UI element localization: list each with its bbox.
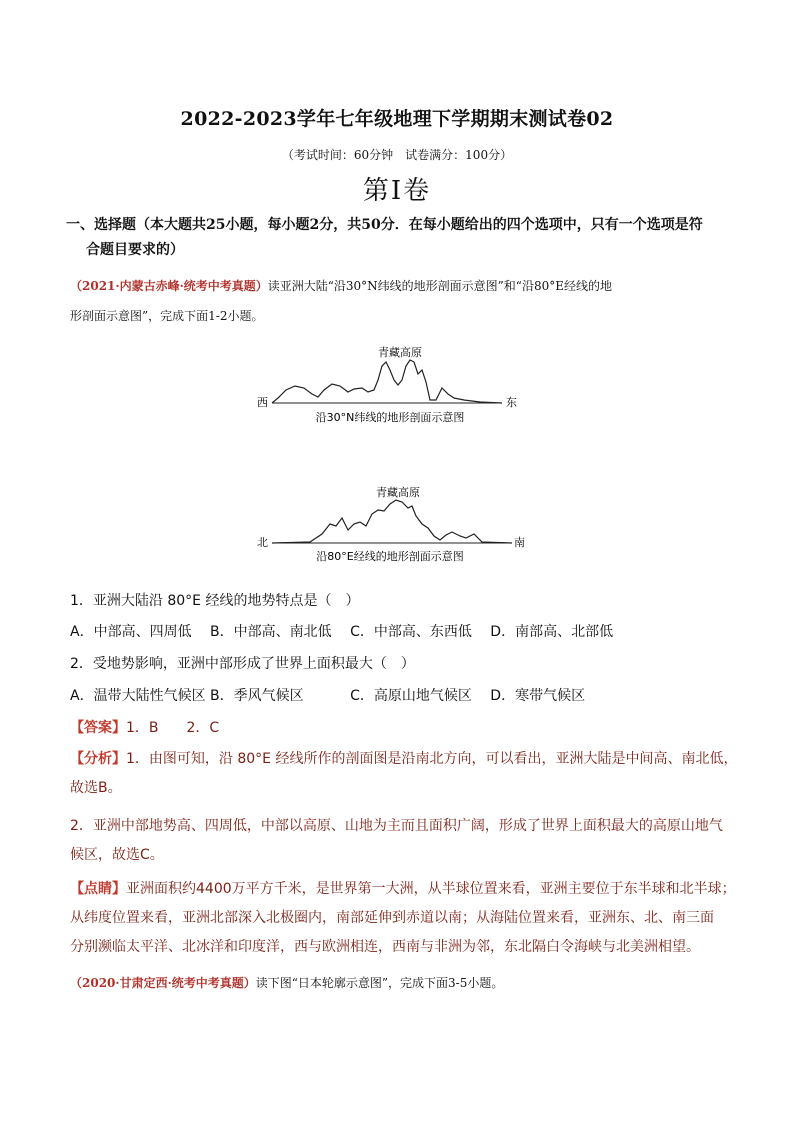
fig2-north-label: 北 (257, 536, 268, 549)
question-2-options: A．温带大陆性气候区 B．季风气候区 C．高原山地气候区 D．寒带气候区 (70, 688, 586, 704)
intro-text-2: 形剖面示意图”，完成下面1-2小题。 (70, 309, 264, 323)
tip-line-1: 亚洲面积约4400万平方千米，是世界第一大洲，从半球位置来看，亚洲主要位于东半球和北半球； (126, 881, 736, 897)
question-1-stem: 1．亚洲大陆沿 80°E 经线的地势特点是（ ） (70, 593, 360, 609)
question-source: （2021·内蒙古赤峰·统考中考真题） (70, 279, 268, 293)
question-2-stem: 2．受地势影响，亚洲中部形成了世界上面积最大（ ） (70, 656, 415, 672)
fig1-peak-label: 青藏高原 (378, 346, 422, 359)
tip-block (70, 875, 760, 962)
fig2-caption: 沿80°E经线的地形剖面示意图 (316, 550, 464, 563)
tip-line-3: 分别濒临太平洋、北冰洋和印度洋，西与欧洲相连，西南与非洲为邻，东北隔白令海峡与北美洲相望。 (70, 939, 700, 955)
section-heading (66, 213, 756, 263)
fig1-caption: 沿30°N纬线的地形剖面示意图 (315, 411, 465, 424)
page-title: 2022-2023学年七年级地理下学期期末测试卷02 (180, 108, 614, 130)
intro-text-1: 读亚洲大陆“沿30°N纬线的地形剖面示意图”和“沿80°E经线的地 (267, 279, 612, 293)
fig1-west-label: 西 (257, 396, 268, 409)
fig2-peak-label: 青藏高原 (376, 486, 420, 499)
question-intro (70, 271, 760, 331)
fig1-terrain-line (272, 360, 502, 403)
answer-tag: 【答案】 (70, 720, 126, 736)
volume-heading: 第Ⅰ卷 (362, 176, 432, 206)
section-line-2: 合题目要求的） (86, 242, 184, 258)
answer-text: 1．B 2．C (126, 720, 220, 736)
profile-30n-figure (250, 340, 530, 425)
tip-tag: 【点睛】 (70, 881, 126, 897)
analysis-p2b: 候区，故选C。 (70, 847, 164, 863)
analysis-p2a: 2．亚洲中部地势高、四周低，中部以高原、山地为主而且面积广阔，形成了世界上面积最大的高原山地气 (70, 818, 723, 834)
analysis-p1b: 故选B。 (70, 780, 122, 796)
analysis-block (70, 745, 760, 870)
question-1-options: A．中部高、四周低 B．中部高、南北低 C．中部高、东西低 D．南部高、北部低 (70, 624, 614, 640)
next-question-text: 读下图“日本轮廓示意图”，完成下面3-5小题。 (255, 976, 504, 990)
analysis-tag: 【分析】 (70, 751, 126, 767)
analysis-p1a: 1．由图可知，沿 80°E 经线所作的剖面图是沿南北方向，可以看出，亚洲大陆是中间高、南北低， (126, 751, 738, 767)
answer-block (70, 718, 219, 738)
profile-80e-figure (250, 484, 530, 569)
fig2-south-label: 南 (514, 536, 525, 549)
next-question-source: （2020·甘肃定西·统考中考真题） (70, 976, 256, 990)
exam-info: （考试时间：60分钟 试卷满分：100分） (281, 148, 513, 162)
tip-line-2: 从纬度位置来看，亚洲北部深入北极圈内，南部延伸到赤道以南；从海陆位置来看，亚洲东、北、南三面 (70, 910, 714, 926)
next-question-intro (70, 973, 760, 993)
fig1-east-label: 东 (506, 396, 517, 409)
section-line-1: 一、选择题（本大题共25小题，每小题2分，共50分．在每小题给出的四个选项中，只有一个选项是符 (66, 217, 703, 233)
fig2-terrain-line (272, 500, 512, 543)
